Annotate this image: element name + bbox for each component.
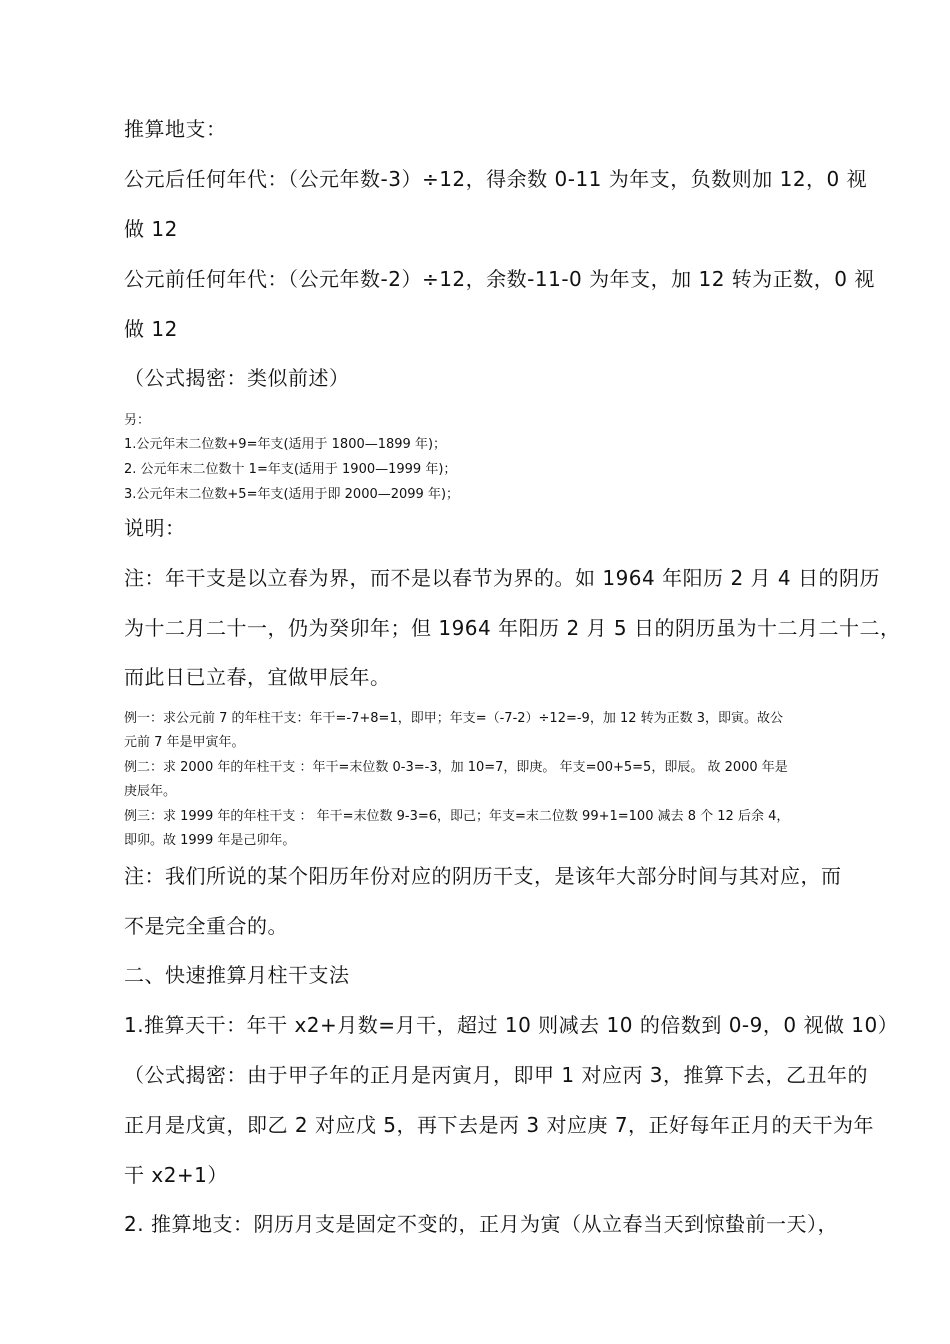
text-line: 干 x2+1） xyxy=(124,1163,228,1187)
text-line: 例三：求 1999 年的年柱干支 ： 年干=末位数 9-3=6，即己；年支=末二位数 99+1=100 减去 8 个 12 后余 4， xyxy=(124,809,790,824)
text-line: 公元前任何年代：（公元年数-2）÷12，余数-11-0 为年支，加 12 转为正数，0 视 xyxy=(124,267,875,291)
text-line: 例二：求 2000 年的年柱干支 ：年干=末位数 0-3=-3，加 10=7，即庚。 年支=00+5=5，即辰。 故 2000 年是 xyxy=(124,760,788,775)
text-line: 正月是戊寅，即乙 2 对应戊 5，再下去是丙 3 对应庚 7，正好每年正月的天干为年 xyxy=(124,1113,875,1137)
section-heading: 二、快速推算月柱干支法 xyxy=(124,963,350,987)
text-line: 说明： xyxy=(124,516,186,540)
text-line: 做 12 xyxy=(124,217,178,241)
text-line: （公式揭密：由于甲子年的正月是丙寅月，即甲 1 对应丙 3，推算下去，乙丑年的 xyxy=(124,1063,869,1087)
text-line: 而此日已立春，宜做甲辰年。 xyxy=(124,665,391,689)
text-line: 1.公元年末二位数+9=年支(适用于 1800—1899 年)； xyxy=(124,437,447,452)
text-line: 即卯。故 1999 年是己卯年。 xyxy=(124,833,296,848)
text-line: 注：我们所说的某个阳历年份对应的阴历干支，是该年大部分时间与其对应，而 xyxy=(124,864,842,888)
text-line: （公式揭密：类似前述） xyxy=(124,366,350,390)
text-line: 做 12 xyxy=(124,317,178,341)
text-line: 1.推算天干：年干 x2+月数=月干，超过 10 则减去 10 的倍数到 0-9，0 视做 10） xyxy=(124,1013,899,1037)
text-line: 推算地支： xyxy=(124,117,227,141)
text-line: 注：年干支是以立春为界，而不是以春节为界的。如 1964 年阳历 2 月 4 日的阴历 xyxy=(124,566,880,590)
text-line: 不是完全重合的。 xyxy=(124,914,288,938)
text-line: 3.公元年末二位数+5=年支(适用于即 2000—2099 年)； xyxy=(124,487,460,502)
text-line: 庚辰年。 xyxy=(124,784,177,799)
text-line: 2. 公元年末二位数十 1=年支(适用于 1900—1999 年)； xyxy=(124,462,457,477)
text-line: 例一：求公元前 7 的年柱干支：年干=-7+8=1，即甲；年支=（-7-2）÷12=-9，加 12 转为正数 3，即寅。故公 xyxy=(124,711,784,726)
text-line: 为十二月二十一，仍为癸卯年；但 1964 年阳历 2 月 5 日的阴历虽为十二月二十二， xyxy=(124,616,901,640)
text-line: 公元后任何年代：（公元年数-3）÷12，得余数 0-11 为年支，负数则加 12，0 视 xyxy=(124,167,868,191)
text-line: 另： xyxy=(124,413,151,428)
text-line: 元前 7 年是甲寅年。 xyxy=(124,735,245,750)
text-line: 2. 推算地支：阴历月支是固定不变的，正月为寅（从立春当天到惊蛰前一天）， xyxy=(124,1212,838,1236)
